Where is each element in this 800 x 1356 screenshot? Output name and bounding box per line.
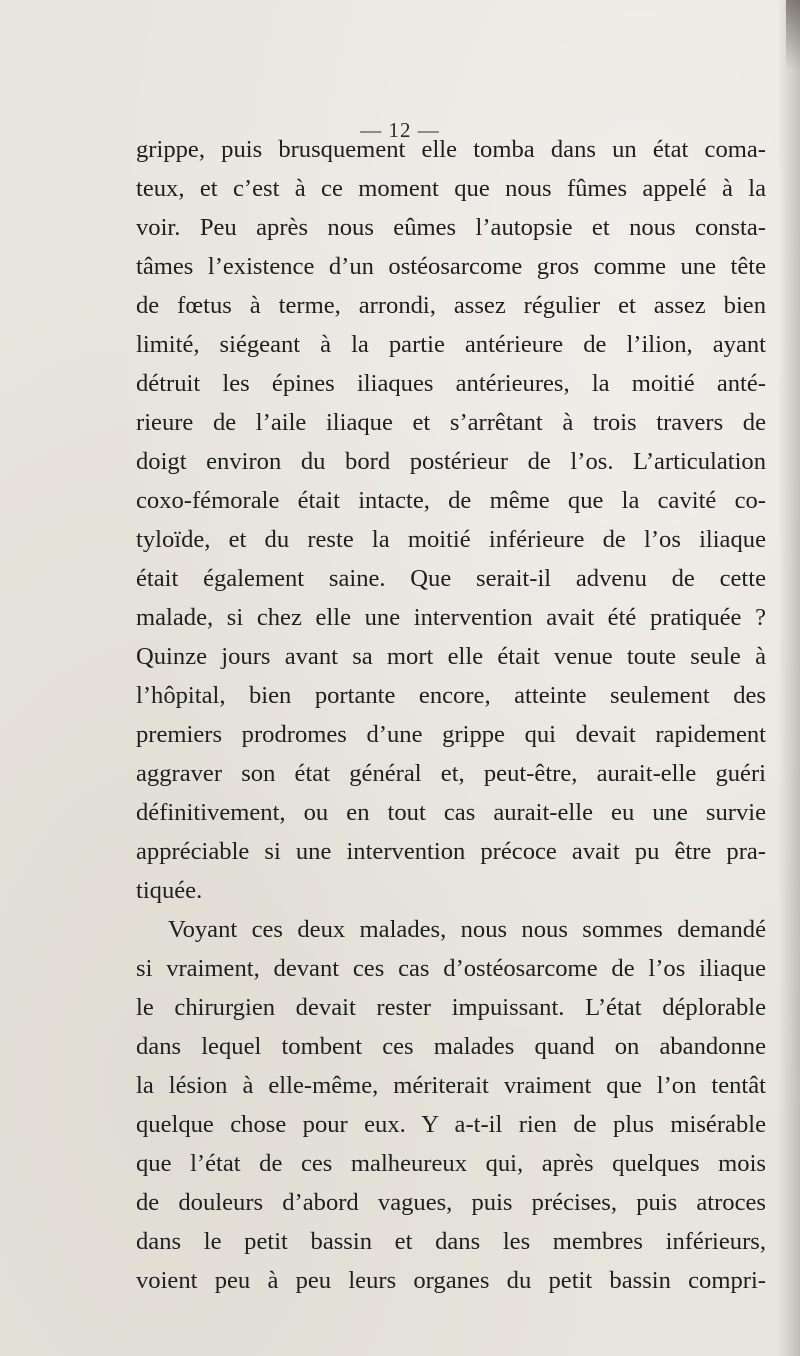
text-line: voient peu à peu leurs organes du petit bassin compri- (136, 1267, 766, 1294)
paragraph-2 (136, 910, 766, 1300)
text-line: aggraver son état général et, peut-être, aurait-elle guéri (136, 760, 766, 787)
text-line: appréciable si une intervention précoce avait pu être pra- (136, 838, 766, 865)
text-line: teux, et c’est à ce moment que nous fûmes appelé à la (136, 175, 766, 202)
text-line: grippe, puis brusquement elle tomba dans un état coma- (136, 136, 766, 163)
text-line: l’hôpital, bien portante encore, atteinte seulement des (136, 682, 766, 709)
text-line: doigt environ du bord postérieur de l’os. L’articulation (136, 448, 766, 475)
text-line: dans lequel tombent ces malades quand on abandonne (136, 1033, 766, 1060)
text-line: définitivement, ou en tout cas aurait-elle eu une survie (136, 799, 766, 826)
text-line: que l’état de ces malheureux qui, après quelques mois (136, 1150, 766, 1177)
text-line: était également saine. Que serait-il advenu de cette (136, 565, 766, 592)
page-corner-shadow (786, 0, 800, 70)
text-line: le chirurgien devait rester impuissant. L’état déplorable (136, 994, 766, 1021)
paragraph-1 (136, 130, 766, 910)
text-line: quelque chose pour eux. Y a-t-il rien de plus misérable (136, 1111, 766, 1138)
text-line: la lésion à elle-même, mériterait vraiment que l’on tentât (136, 1072, 766, 1099)
text-line: de douleurs d’abord vagues, puis précises, puis atroces (136, 1189, 766, 1216)
text-line: Quinze jours avant sa mort elle était venue toute seule à (136, 643, 766, 670)
text-line: coxo-fémorale était intacte, de même que la cavité co- (136, 487, 766, 514)
text-line: détruit les épines iliaques antérieures, la moitié anté- (136, 370, 766, 397)
text-line: dans le petit bassin et dans les membres inférieurs, (136, 1228, 766, 1255)
text-line: premiers prodromes d’une grippe qui devait rapidement (136, 721, 766, 748)
text-line: limité, siégeant à la partie antérieure de l’ilion, ayant (136, 331, 766, 358)
text-line: voir. Peu après nous eûmes l’autopsie et nous consta- (136, 214, 766, 241)
body-text (136, 130, 766, 1300)
text-line: tâmes l’existence d’un ostéosarcome gros comme une tête (136, 253, 766, 280)
text-line: rieure de l’aile iliaque et s’arrêtant à trois travers de (136, 409, 766, 436)
page-edge-shadow (778, 0, 800, 1356)
text-line: tyloïde, et du reste la moitié inférieure de l’os iliaque (136, 526, 766, 553)
text-line: tiquée. (136, 877, 203, 904)
text-line: de fœtus à terme, arrondi, assez régulier et assez bien (136, 292, 766, 319)
text-line: malade, si chez elle une intervention avait été pratiquée ? (136, 604, 766, 631)
page-number: — 12 — (360, 118, 440, 142)
text-line: Voyant ces deux malades, nous nous sommes demandé (168, 916, 766, 943)
text-line: si vraiment, devant ces cas d’ostéosarcome de l’os iliaque (136, 955, 766, 982)
